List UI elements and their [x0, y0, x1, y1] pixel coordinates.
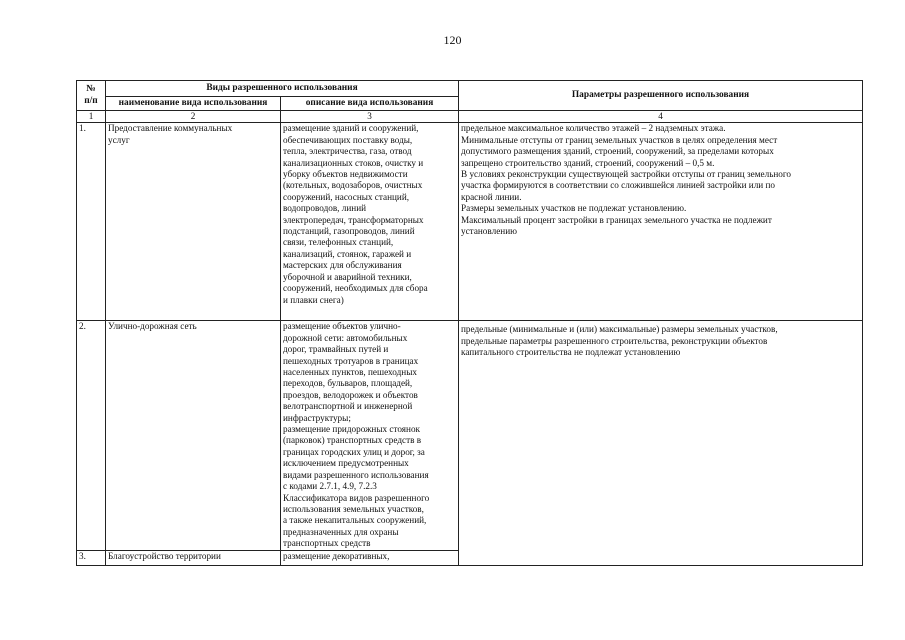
header-use-name: наименование вида использования: [106, 97, 281, 111]
header-group-permitted-use: Виды разрешенного использования: [106, 81, 459, 97]
row-number: 2.: [77, 321, 106, 550]
row-number: 3.: [77, 550, 106, 565]
column-number-row: [77, 111, 863, 123]
column-number: 3: [281, 111, 459, 123]
header-use-description: описание вида использования: [281, 97, 459, 111]
column-number: 2: [106, 111, 281, 123]
header-number: № п/п: [77, 81, 106, 111]
use-description: размещение объектов улично- дорожной сети: автомобильных дорог, трамвайных путей и пешеходных тротуаров в границах населенных пунктов, пешеходных переходов, бульваров, площадей, проездов, велодорожек и объектов велотранспортной и инженерной инфраструктуры; размещение придорожных стоянок (парковок) транспортных средств в границах городских улиц и дорог, за исключением предусмотренных видами разрешенного использования с кодами 2.7.1, 4.9, 7.2.3 Классификатора видов разрешенного использования земельных участков, а также некапитальных сооружений, предназначенных для охраны транспортных средств: [281, 321, 459, 550]
use-name: Предоставление коммунальных услуг: [106, 123, 281, 321]
use-parameters-cell: [459, 123, 863, 565]
use-name: Улично-дорожная сеть: [106, 321, 281, 550]
header-parameters: Параметры разрешенного использования: [459, 81, 863, 111]
table-header-row: [77, 81, 863, 97]
table-row: [77, 123, 863, 321]
row-number: 1.: [77, 123, 106, 321]
land-use-table: [76, 80, 863, 566]
use-description: размещение декоративных,: [281, 550, 459, 565]
use-parameters: предельное максимальное количество этажей – 2 надземных этажа. Минимальные отступы от границ земельных участков в целях определения мест допустимого размещения зданий, строений, сооружений, за пределами которых запрещено строительство зданий, строений, сооружений – 0,5 м. В условиях реконструкции существующей застройки отступы от границ земельного участка формируются в соответствии со сложившейся линией застройки или по красной линии. Размеры земельных участков не подлежат установлению. Максимальный процент застройки в границах земельного участка не подлежит установлению: [461, 123, 792, 237]
row-divider: [459, 320, 862, 321]
page-number: 120: [443, 33, 462, 47]
column-number: 4: [459, 111, 863, 123]
column-number: 1: [77, 111, 106, 123]
use-description: размещение зданий и сооружений, обеспечивающих поставку воды, тепла, электричества, газа, отвод канализационных стоков, очистку и уборку объектов недвижимости (котельных, водозаборов, очистных сооружений, насосных станций, водопроводов, линий электропередач, трансформаторных подстанций, газопроводов, линий связи, телефонных станций, канализаций, стоянок, гаражей и мастерских для обслуживания уборочной и аварийной техники, сооружений, необходимых для сбора и плавки снега): [281, 123, 459, 321]
use-parameters: предельные (минимальные и (или) максимальные) размеры земельных участков, предельные параметры разрешенного строительства, реконструкции объектов капитального строительства не подлежат установлению: [461, 324, 778, 358]
use-name: Благоустройство территории: [106, 550, 281, 565]
